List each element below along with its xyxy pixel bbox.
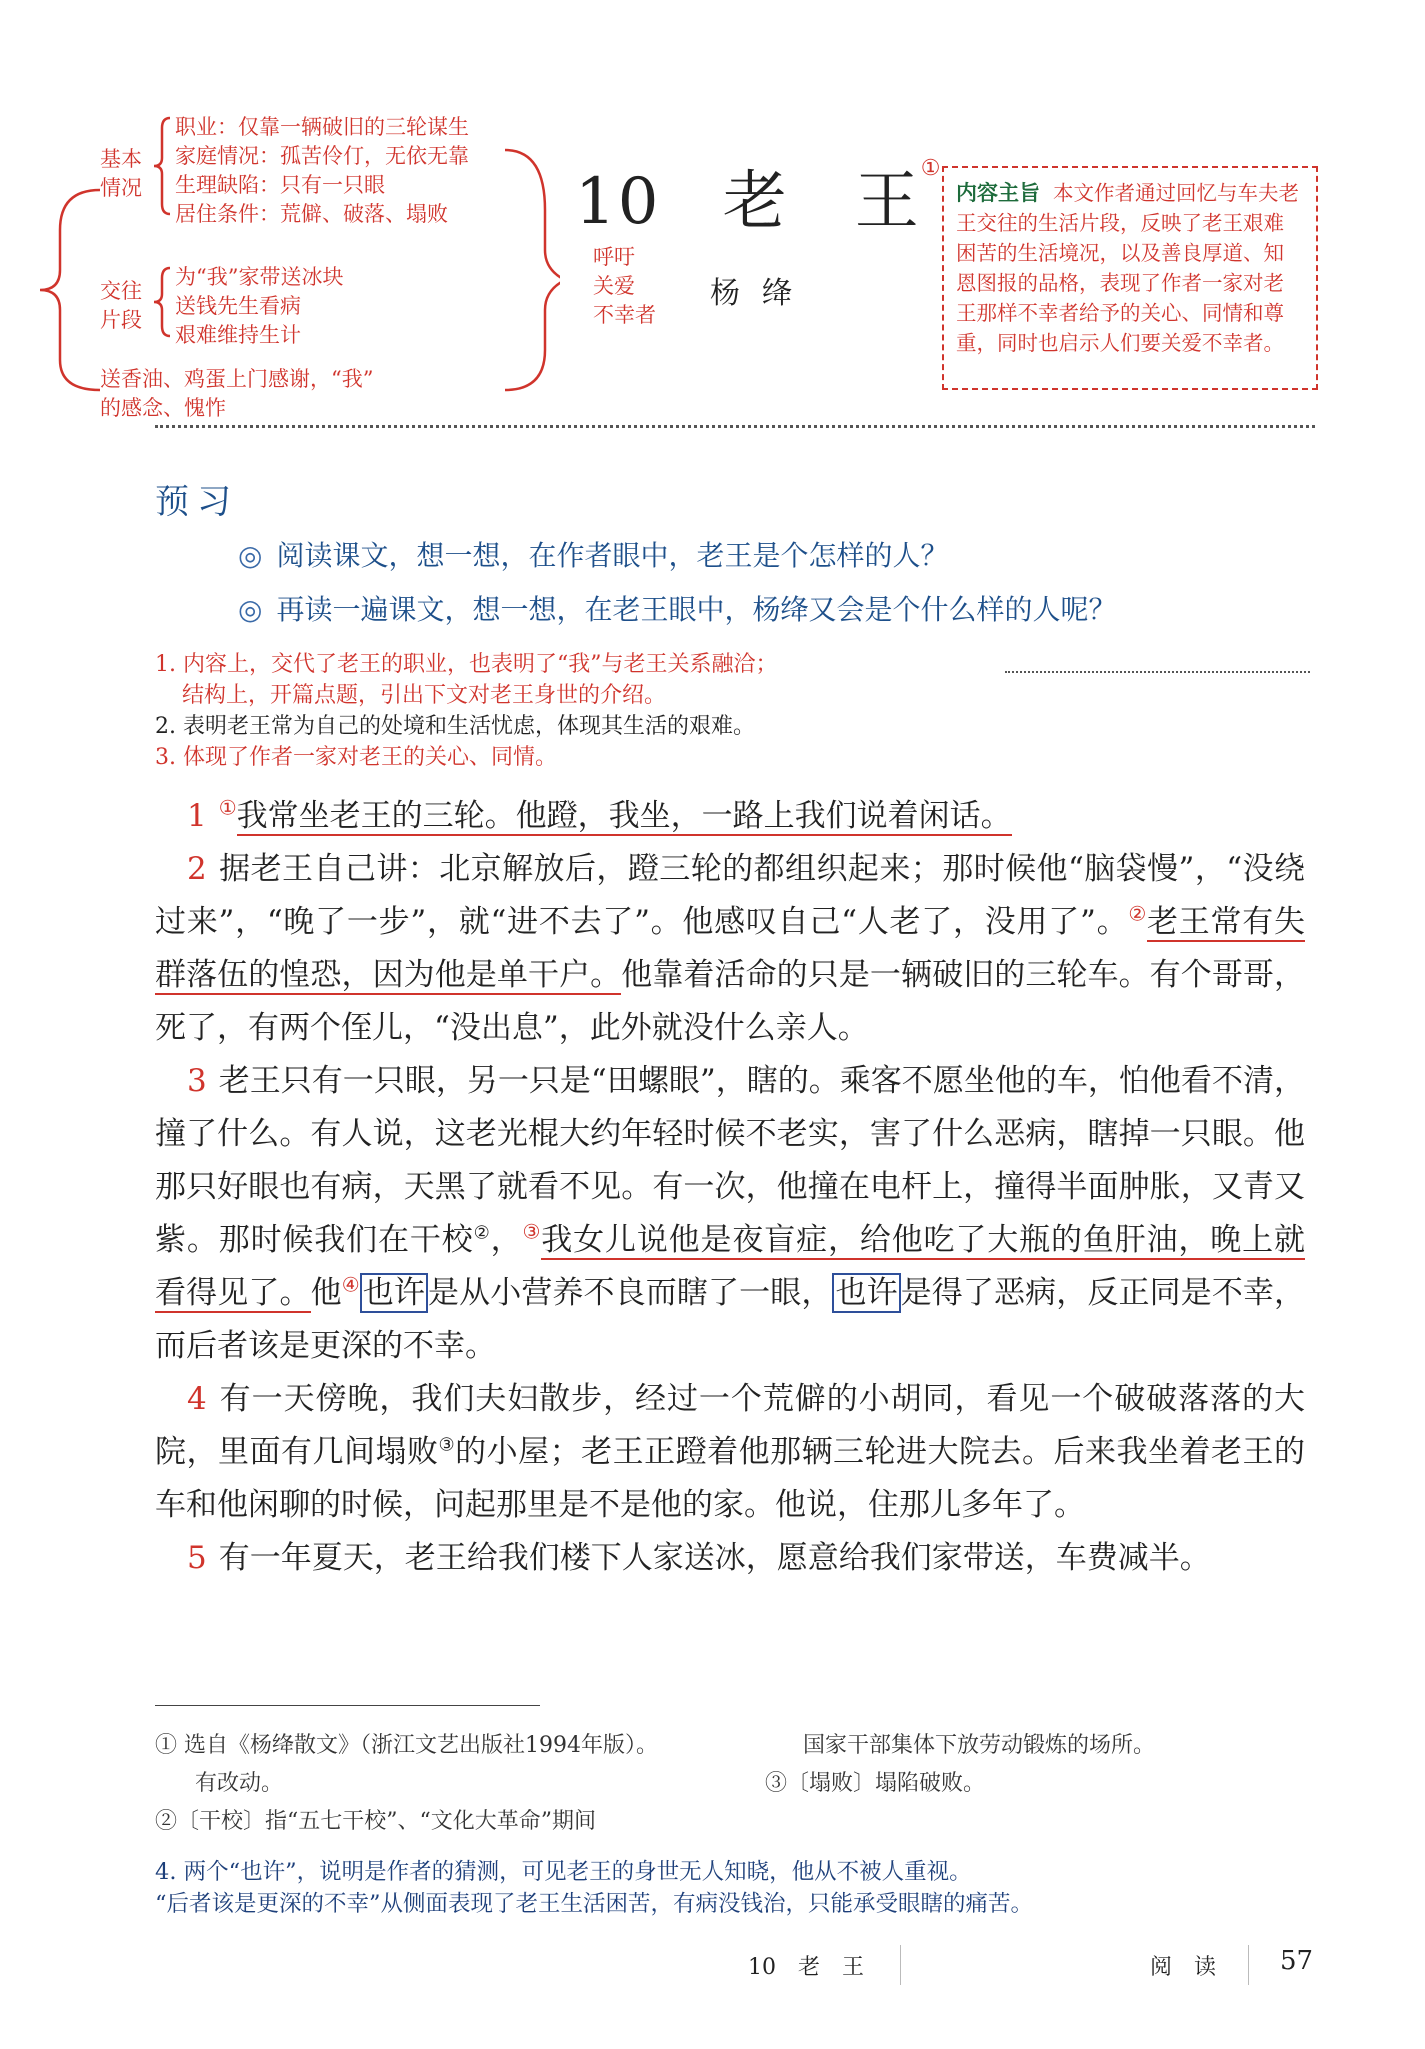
preview-question-2: ◎ 再读一遍课文，想一想，在老王眼中，杨绛又会是个什么样的人呢？ — [238, 593, 1117, 626]
note-dotted-line — [1005, 671, 1310, 673]
theme-label: 内容主旨 — [956, 181, 1040, 205]
title-footnote-mark: ① — [920, 156, 943, 181]
lesson-title-text: 老 王 — [722, 165, 921, 239]
footer-section: 阅 读 — [1150, 1955, 1217, 1980]
footnote-2: ②〔干校〕指“五七干校”、“文化大革命”期间 — [155, 1809, 596, 1834]
note-3: 3. 体现了作者一家对老王的关心、同情。 — [155, 745, 557, 770]
episode-item: 送钱先生看病 — [175, 294, 301, 318]
basic-label-2: 情况 — [100, 176, 142, 200]
footnote-2-cont: 国家干部集体下放劳动锻炼的场所。 — [803, 1733, 1156, 1758]
footnote-1-cont: 有改动。 — [195, 1771, 284, 1796]
paragraph-5: 5 有一年夏天，老王给我们楼下人家送冰，愿意给我们家带送，车费减半。 — [187, 1540, 1211, 1576]
bullet-icon: ◎ — [238, 539, 263, 572]
maybe-box: 也许 — [360, 1273, 428, 1313]
lesson-number: 10 — [575, 165, 661, 239]
episode-item: 为“我”家带送冰块 — [175, 265, 344, 289]
lesson-title — [575, 150, 943, 242]
preview-question-1: ◎ 阅读课文，想一想，在作者眼中，老王是个怎样的人？ — [238, 539, 949, 572]
basic-item: 职业：仅靠一辆破旧的三轮谋生 — [175, 115, 469, 139]
note-1a: 1. 内容上，交代了老王的职业，也表明了“我”与老王关系融洽； — [155, 652, 778, 677]
footer-divider — [900, 1945, 901, 1985]
footnote-1: ① 选自《杨绛散文》（浙江文艺出版社1994年版）。 — [155, 1733, 658, 1758]
theme-text: 本文作者通过回忆与车夫老王交往的生活片段，反映了老王艰难困苦的生活境况，以及善良厚道、知恩图报的品格，表现了作者一家对老王那样不幸者给予的关心、同情和尊重，同时也启示人们要关爱不幸者。 — [956, 181, 1300, 355]
basic-item: 居住条件：荒僻、破落、塌败 — [175, 202, 448, 226]
footnote-divider — [155, 1705, 540, 1706]
note-1b: 结构上，开篇点题，引出下文对老王身世的介绍。 — [182, 683, 667, 708]
note-2: 2. 表明老王常为自己的处境和生活忧虑，体现其生活的艰难。 — [155, 714, 755, 739]
body-text — [155, 790, 1305, 1585]
author: 杨绛 — [710, 276, 814, 311]
paragraph-3: 3 老王只有一只眼，另一只是“田螺眼”，瞎的。乘客不愿坐他的车，怕他看不清，撞了什么。有人说，这老光棍大约年轻时候不老实，害了什么恶病，瞎掉一只眼。他那只好眼也有病，天黑了就看不见。有一次，他撞在电杆上，撞得半面肿胀，又青又紫。那时候我们在干校②，③我女儿说他是夜盲症，给他吃了大瓶的鱼肝油，晚上就看得见了。他④也许是从小营养不良而瞎了一眼，也许是得了恶病，反正同是不幸，而后者该是更深的不幸。 — [155, 1063, 1306, 1364]
footer-lesson: 10 老 王 — [748, 1955, 864, 1980]
episode-label-1: 交往 — [100, 279, 142, 303]
paragraph-2: 2 据老王自己讲：北京解放后，蹬三轮的都组织起来；那时候他“脑袋慢”，“没绕过来”，“晚了一步”，就“进不去了”。他感叹自己“人老了，没用了”。②老王常有失群落伍的惶恐，因为他是单干户。他靠着活命的只是一辆破旧的三轮车。有个哥哥，死了，有两个侄儿，“没出息”，此外就没什么亲人。 — [155, 851, 1306, 1046]
basic-item: 家庭情况：孤苦伶仃，无依无靠 — [175, 144, 469, 168]
ending-line: 送香油、鸡蛋上门感谢，“我” — [100, 367, 374, 391]
call-line: 呼吁 — [593, 245, 635, 269]
footnote-3: ③〔塌败〕塌陷破败。 — [765, 1771, 986, 1796]
basic-item: 生理缺陷：只有一只眼 — [175, 173, 385, 197]
episode-label-2: 片段 — [100, 308, 142, 332]
note-4b: “后者该是更深的不幸”从侧面表现了老王生活困苦，有病没钱治，只能承受眼瞎的痛苦。 — [155, 1891, 1034, 1917]
call-line: 关爱 — [593, 274, 635, 298]
paragraph-1: 1 ①我常坐老王的三轮。他蹬，我坐，一路上我们说着闲话。 — [187, 795, 1012, 834]
basic-label-1: 基本 — [100, 147, 142, 171]
theme-box — [942, 166, 1318, 390]
note-4a: 4. 两个“也许”，说明是作者的猜测，可见老王的身世无人知晓，他从不被人重视。 — [155, 1859, 972, 1885]
paragraph-4: 4 有一天傍晚，我们夫妇散步，经过一个荒僻的小胡同，看见一个破破落落的大院，里面有几间塌败③的小屋；老王正蹬着他那辆三轮进大院去。后来我坐着老王的车和他闲聊的时候，问起那里是不是他的家。他说，住那儿多年了。 — [155, 1381, 1306, 1523]
preview-heading: 预习 — [155, 482, 239, 522]
call-line: 不幸者 — [593, 303, 656, 327]
footer-divider — [1248, 1945, 1249, 1985]
header-divider — [155, 425, 1315, 428]
bullet-icon: ◎ — [238, 593, 263, 626]
episode-item: 艰难维持生计 — [175, 323, 301, 347]
page-number: 57 — [1280, 1946, 1314, 1976]
maybe-box: 也许 — [832, 1273, 900, 1313]
ending-line: 的感念、愧怍 — [100, 396, 226, 420]
